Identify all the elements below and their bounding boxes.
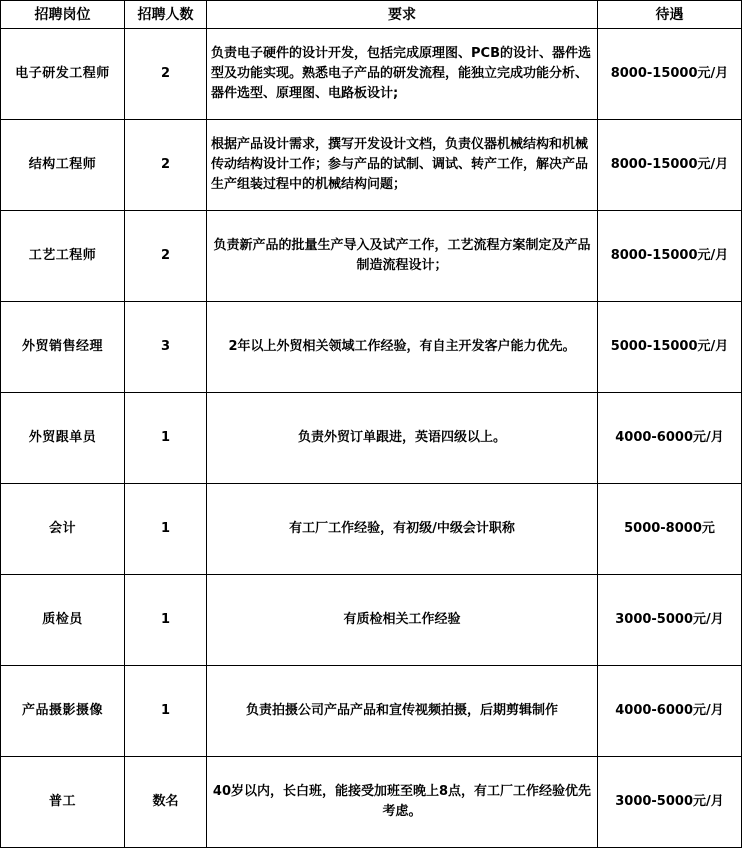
table-row	[1, 757, 742, 848]
table-row	[1, 29, 742, 120]
salary-cell: 5000-15000元/月	[598, 302, 742, 393]
requirements-cell: 2年以上外贸相关领域工作经验，有自主开发客户能力优先。	[207, 302, 598, 393]
position-cell: 工艺工程师	[1, 211, 125, 302]
requirements-cell: 有质检相关工作经验	[207, 575, 598, 666]
header-row	[1, 1, 742, 29]
salary-cell: 8000-15000元/月	[598, 120, 742, 211]
position-cell: 质检员	[1, 575, 125, 666]
count-cell: 数名	[125, 757, 207, 848]
table-row	[1, 120, 742, 211]
requirements-cell: 负责电子硬件的设计开发，包括完成原理图、PCB的设计、器件选型及功能实现。熟悉电子产品的研发流程，能独立完成功能分析、器件选型、原理图、电路板设计;	[207, 29, 598, 120]
requirements-cell: 根据产品设计需求，撰写开发设计文档，负责仪器机械结构和机械传动结构设计工作；参与产品的试制、调试、转产工作，解决产品生产组装过程中的机械结构问题；	[207, 120, 598, 211]
position-cell: 电子研发工程师	[1, 29, 125, 120]
table-row	[1, 575, 742, 666]
header-position: 招聘岗位	[1, 1, 125, 29]
requirements-cell: 负责外贸订单跟进，英语四级以上。	[207, 393, 598, 484]
count-cell: 2	[125, 211, 207, 302]
requirements-cell: 有工厂工作经验，有初级/中级会计职称	[207, 484, 598, 575]
count-cell: 2	[125, 120, 207, 211]
salary-cell: 5000-8000元	[598, 484, 742, 575]
position-cell: 会计	[1, 484, 125, 575]
header-count: 招聘人数	[125, 1, 207, 29]
header-salary: 待遇	[598, 1, 742, 29]
position-cell: 普工	[1, 757, 125, 848]
salary-cell: 8000-15000元/月	[598, 211, 742, 302]
requirements-cell: 负责拍摄公司产品产品和宣传视频拍摄，后期剪辑制作	[207, 666, 598, 757]
count-cell: 1	[125, 666, 207, 757]
table-row	[1, 393, 742, 484]
table-row	[1, 302, 742, 393]
table-row	[1, 666, 742, 757]
table-header	[1, 1, 742, 29]
count-cell: 1	[125, 575, 207, 666]
salary-cell: 4000-6000元/月	[598, 393, 742, 484]
count-cell: 2	[125, 29, 207, 120]
count-cell: 3	[125, 302, 207, 393]
header-requirements: 要求	[207, 1, 598, 29]
count-cell: 1	[125, 393, 207, 484]
table-row	[1, 211, 742, 302]
salary-cell: 4000-6000元/月	[598, 666, 742, 757]
requirements-cell: 负责新产品的批量生产导入及试产工作，工艺流程方案制定及产品制造流程设计；	[207, 211, 598, 302]
table-row	[1, 484, 742, 575]
count-cell: 1	[125, 484, 207, 575]
position-cell: 外贸销售经理	[1, 302, 125, 393]
table-body	[1, 29, 742, 848]
position-cell: 结构工程师	[1, 120, 125, 211]
salary-cell: 3000-5000元/月	[598, 757, 742, 848]
position-cell: 产品摄影摄像	[1, 666, 125, 757]
salary-cell: 3000-5000元/月	[598, 575, 742, 666]
requirements-cell: 40岁以内，长白班，能接受加班至晚上8点，有工厂工作经验优先考虑。	[207, 757, 598, 848]
position-cell: 外贸跟单员	[1, 393, 125, 484]
salary-cell: 8000-15000元/月	[598, 29, 742, 120]
